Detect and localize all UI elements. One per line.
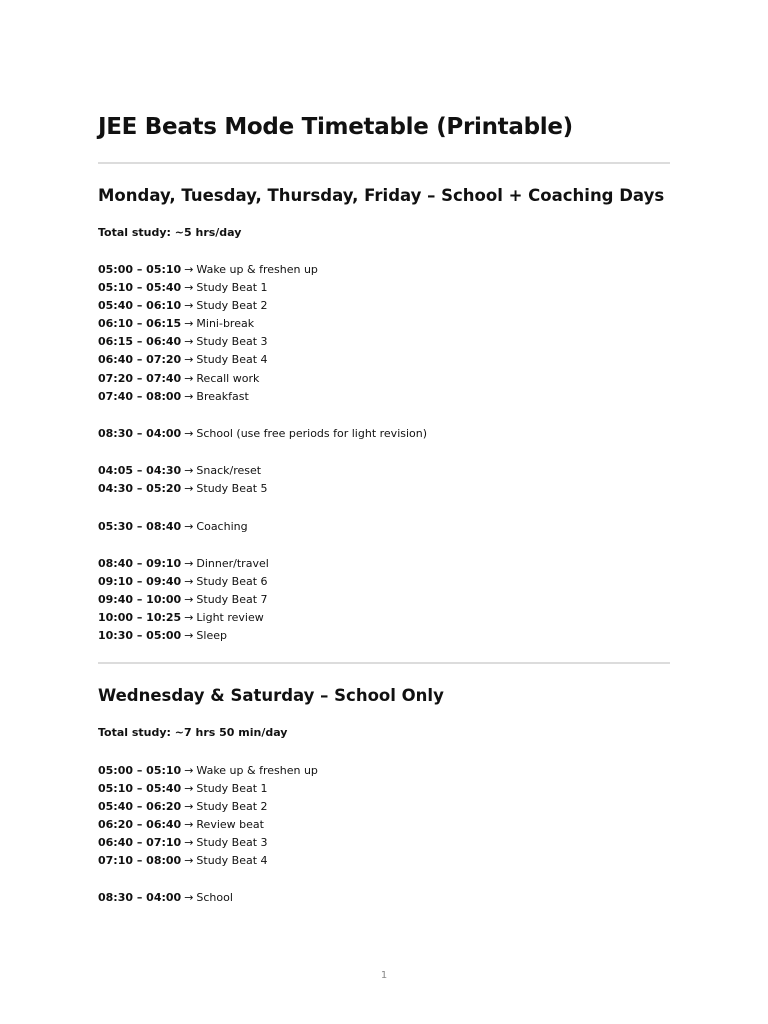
- schedule-row: [98, 370, 318, 388]
- activity-label: Study Beat 5: [196, 482, 268, 496]
- arrow-right-icon: →: [184, 371, 194, 385]
- activity-label: Breakfast: [196, 389, 249, 403]
- arrow-right-icon: →: [184, 389, 194, 403]
- time-range: 05:10 – 05:40: [98, 281, 182, 295]
- time-range: 08:30 – 04:00: [98, 891, 182, 904]
- schedule-row: [98, 315, 318, 333]
- time-range: 07:40 – 08:00: [98, 389, 182, 403]
- schedule-row: [98, 261, 318, 279]
- schedule-row: [98, 834, 318, 852]
- page-title: JEE Beats Mode Timetable (Printable): [98, 114, 573, 140]
- time-range: 08:40 – 09:10: [98, 557, 182, 570]
- time-range: 05:40 – 06:20: [98, 800, 182, 814]
- schedule-row: [98, 627, 269, 645]
- schedule-row: [98, 798, 318, 816]
- schedule-row: [98, 609, 269, 627]
- time-range: 07:20 – 07:40: [98, 371, 182, 385]
- total-study-school-only: Total study: ~7 hrs 50 min/day: [98, 726, 288, 739]
- section-heading-coaching-days: Monday, Tuesday, Thursday, Friday – School + Coaching Days: [98, 186, 665, 205]
- time-range: 09:10 – 09:40: [98, 575, 182, 589]
- schedule-row: [98, 762, 318, 780]
- arrow-right-icon: →: [184, 299, 194, 313]
- schedule-row: [98, 333, 318, 351]
- arrow-right-icon: →: [184, 764, 194, 777]
- time-range: 04:30 – 05:20: [98, 482, 182, 496]
- arrow-right-icon: →: [184, 854, 194, 868]
- schedule-block: [98, 889, 233, 907]
- time-range: 05:40 – 06:10: [98, 299, 182, 313]
- arrow-right-icon: →: [184, 317, 194, 331]
- arrow-right-icon: →: [184, 800, 194, 814]
- activity-label: Study Beat 4: [196, 353, 268, 367]
- arrow-right-icon: →: [184, 557, 194, 570]
- page-number: 1: [380, 970, 388, 981]
- activity-label: Wake up & freshen up: [196, 263, 318, 276]
- activity-label: Sleep: [196, 629, 227, 643]
- time-range: 07:10 – 08:00: [98, 854, 182, 868]
- time-range: 10:30 – 05:00: [98, 629, 182, 643]
- schedule-row: [98, 518, 248, 536]
- section-heading-school-only: Wednesday & Saturday – School Only: [98, 686, 444, 705]
- activity-label: Study Beat 1: [196, 782, 268, 796]
- activity-label: School: [196, 891, 233, 904]
- time-range: 09:40 – 10:00: [98, 593, 182, 607]
- arrow-right-icon: →: [184, 818, 194, 832]
- activity-label: Light review: [196, 611, 264, 625]
- arrow-right-icon: →: [184, 611, 194, 625]
- divider: [98, 662, 670, 664]
- activity-label: Snack/reset: [196, 464, 262, 477]
- time-range: 06:40 – 07:10: [98, 836, 182, 850]
- schedule-row: [98, 555, 269, 573]
- arrow-right-icon: →: [184, 836, 194, 850]
- activity-label: Study Beat 2: [196, 299, 268, 313]
- time-range: 06:10 – 06:15: [98, 317, 182, 331]
- schedule-block: [98, 261, 318, 406]
- activity-label: Dinner/travel: [196, 557, 269, 570]
- activity-label: Study Beat 1: [196, 281, 268, 295]
- time-range: 05:10 – 05:40: [98, 782, 182, 796]
- schedule-row: [98, 279, 318, 297]
- schedule-row: [98, 425, 427, 443]
- arrow-right-icon: →: [184, 263, 194, 276]
- time-range: 05:30 – 08:40: [98, 520, 182, 533]
- schedule-block: [98, 425, 427, 443]
- arrow-right-icon: →: [184, 891, 194, 904]
- activity-label: School (use free periods for light revision): [196, 427, 428, 440]
- schedule-block: [98, 518, 248, 536]
- time-range: 08:30 – 04:00: [98, 427, 182, 440]
- schedule-block: [98, 555, 269, 645]
- time-range: 05:00 – 05:10: [98, 263, 182, 276]
- schedule-row: [98, 297, 318, 315]
- schedule-row: [98, 351, 318, 369]
- time-range: 10:00 – 10:25: [98, 611, 182, 625]
- divider: [98, 162, 670, 164]
- activity-label: Study Beat 4: [196, 854, 268, 868]
- arrow-right-icon: →: [184, 464, 194, 477]
- schedule-row: [98, 816, 318, 834]
- activity-label: Study Beat 6: [196, 575, 268, 589]
- arrow-right-icon: →: [184, 281, 194, 295]
- time-range: 06:15 – 06:40: [98, 335, 182, 349]
- time-range: 05:00 – 05:10: [98, 764, 182, 777]
- total-study-coaching-days: Total study: ~5 hrs/day: [98, 226, 242, 239]
- arrow-right-icon: →: [184, 427, 194, 440]
- schedule-row: [98, 852, 318, 870]
- schedule-row: [98, 889, 233, 907]
- schedule-block: [98, 462, 268, 498]
- schedule-row: [98, 780, 318, 798]
- time-range: 06:20 – 06:40: [98, 818, 182, 832]
- arrow-right-icon: →: [184, 593, 194, 607]
- time-range: 06:40 – 07:20: [98, 353, 182, 367]
- schedule-block: [98, 762, 318, 871]
- activity-label: Study Beat 2: [196, 800, 268, 814]
- time-range: 04:05 – 04:30: [98, 464, 182, 477]
- arrow-right-icon: →: [184, 482, 194, 496]
- activity-label: Recall work: [196, 371, 260, 385]
- activity-label: Mini-break: [196, 317, 255, 331]
- schedule-row: [98, 388, 318, 406]
- arrow-right-icon: →: [184, 629, 194, 643]
- activity-label: Study Beat 7: [196, 593, 268, 607]
- activity-label: Coaching: [196, 520, 248, 533]
- arrow-right-icon: →: [184, 575, 194, 589]
- activity-label: Review beat: [196, 818, 264, 832]
- activity-label: Wake up & freshen up: [196, 764, 318, 777]
- arrow-right-icon: →: [184, 335, 194, 349]
- schedule-row: [98, 480, 268, 498]
- arrow-right-icon: →: [184, 782, 194, 796]
- schedule-row: [98, 573, 269, 591]
- activity-label: Study Beat 3: [196, 836, 268, 850]
- schedule-row: [98, 591, 269, 609]
- activity-label: Study Beat 3: [196, 335, 268, 349]
- arrow-right-icon: →: [184, 353, 194, 367]
- arrow-right-icon: →: [184, 520, 194, 533]
- schedule-row: [98, 462, 268, 480]
